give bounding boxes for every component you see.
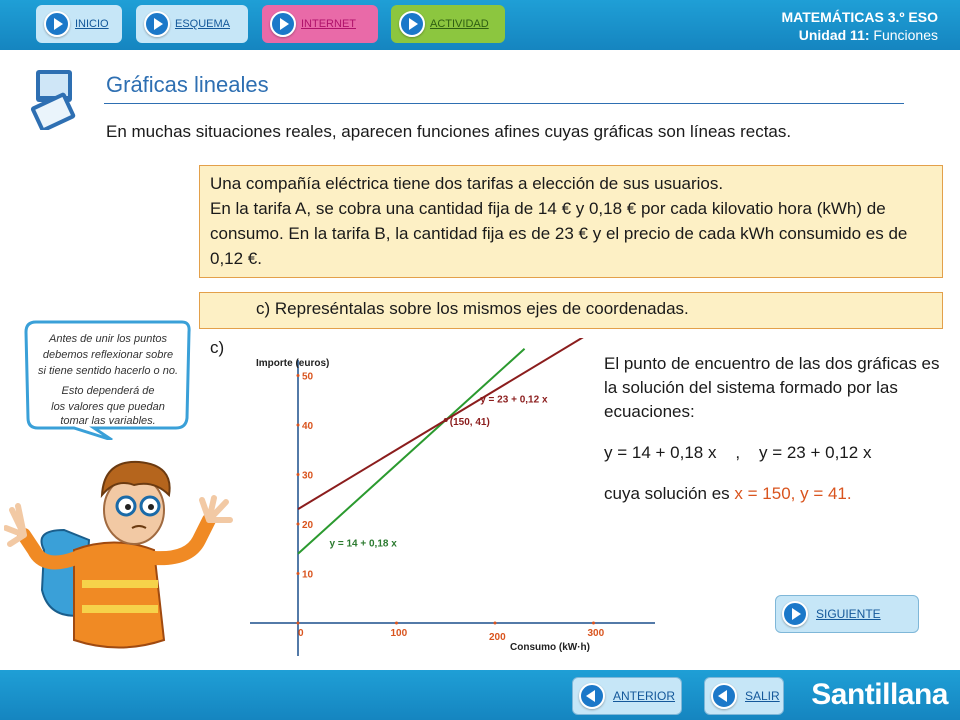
series-line-a bbox=[298, 349, 525, 554]
y-tick-label: 50 bbox=[302, 371, 314, 383]
play-icon bbox=[144, 11, 170, 37]
x-tick-label: 200 bbox=[489, 632, 506, 643]
y-tick-label: 30 bbox=[302, 470, 314, 482]
course-name: MATEMÁTICAS 3.º ESO bbox=[781, 9, 938, 25]
series-label-b: y = 23 + 0,12 x bbox=[480, 394, 548, 406]
y-tick-mark bbox=[297, 523, 300, 526]
title-divider bbox=[104, 103, 904, 104]
x-tick-label: 300 bbox=[587, 628, 605, 639]
x-tick-label: 0 bbox=[298, 628, 304, 639]
x-axis-title: Consumo (kW·h) bbox=[510, 642, 590, 653]
unit-number: Unidad 11: bbox=[798, 27, 870, 43]
x-tick-label: 100 bbox=[390, 628, 408, 639]
speech-bubble bbox=[22, 318, 192, 440]
siguiente-label: SIGUIENTE bbox=[816, 607, 881, 621]
x-tick-mark bbox=[592, 622, 595, 625]
nav-inicio-label: INICIO bbox=[75, 18, 109, 30]
bubble-line-3: si tiene sentido hacerlo o no. bbox=[37, 365, 179, 377]
bubble-line-1: Antes de unir los puntos bbox=[48, 333, 168, 345]
siguiente-button[interactable] bbox=[775, 595, 919, 633]
anterior-label: ANTERIOR bbox=[613, 689, 676, 703]
arrow-left-icon bbox=[711, 683, 737, 709]
bubble-line-2: debemos reflexionar sobre bbox=[42, 349, 174, 361]
nav-internet-button[interactable] bbox=[262, 5, 378, 43]
page-title: Gráficas lineales bbox=[106, 72, 269, 97]
y-tick-mark bbox=[297, 374, 300, 377]
bubble-line-4: Esto dependerá de bbox=[61, 385, 155, 397]
bubble-line-5: los valores que puedan bbox=[51, 401, 165, 413]
task-box bbox=[199, 292, 943, 329]
play-icon bbox=[44, 11, 70, 37]
solution-value: x = 150, y = 41. bbox=[734, 484, 852, 503]
solution-prefix: cuya solución es bbox=[604, 484, 735, 503]
problem-box bbox=[199, 165, 943, 278]
intro-text: En muchas situaciones reales, aparecen funciones afines cuyas gráficas son líneas rectas. bbox=[106, 122, 792, 141]
y-tick-mark bbox=[297, 572, 300, 575]
nav-actividad-button[interactable] bbox=[391, 5, 505, 43]
nav-internet-label: INTERNET bbox=[301, 18, 356, 30]
y-tick-label: 10 bbox=[302, 569, 314, 581]
arrow-left-icon bbox=[579, 683, 605, 709]
intersection-point bbox=[444, 418, 448, 422]
salir-button[interactable] bbox=[704, 677, 784, 715]
bubble-line-6: tomar las variables. bbox=[60, 415, 156, 427]
problem-line-1: Una compañía eléctrica tiene dos tarifas a elección de sus usuarios. bbox=[210, 174, 724, 193]
nav-inicio-button[interactable] bbox=[36, 5, 122, 43]
part-label: c) bbox=[210, 338, 225, 357]
series-line-b bbox=[298, 338, 584, 509]
course-brand bbox=[781, 8, 938, 44]
unit-name: Funciones bbox=[869, 27, 938, 43]
y-tick-label: 20 bbox=[302, 520, 314, 531]
x-tick-mark bbox=[395, 622, 398, 625]
nav-esquema-button[interactable] bbox=[136, 5, 248, 43]
nav-actividad-label: ACTIVIDAD bbox=[430, 18, 489, 30]
series-label-a: y = 14 + 0,18 x bbox=[329, 538, 397, 550]
x-tick-mark bbox=[494, 622, 497, 625]
equations-text: y = 14 + 0,18 x , y = 23 + 0,12 x bbox=[604, 443, 872, 462]
play-icon bbox=[270, 11, 296, 37]
chart bbox=[250, 338, 660, 660]
y-tick-mark bbox=[297, 424, 300, 427]
notebook-icon bbox=[30, 68, 78, 130]
y-tick-mark bbox=[297, 473, 300, 476]
play-icon bbox=[399, 11, 425, 37]
x-tick-mark bbox=[297, 622, 300, 625]
problem-line-2: En la tarifa A, se cobra una cantidad fija de 14 € y 0,18 € por cada kilovatio hora (kWh) de consumo. En la tarifa B, la cantidad fija es de 23 € y el precio de cada kWh consumido es de 0,12 €. bbox=[210, 199, 908, 268]
salir-label: SALIR bbox=[745, 689, 780, 703]
task-text: c) Represéntalas sobre los mismos ejes de coordenadas. bbox=[256, 299, 689, 318]
explanation-text: El punto de encuentro de las dos gráficas es la solución del sistema formado por las ecuaciones: bbox=[604, 354, 940, 421]
solution-text bbox=[604, 484, 852, 504]
anterior-button[interactable] bbox=[572, 677, 682, 715]
intersection-label: (150, 41) bbox=[449, 417, 490, 429]
y-tick-label: 40 bbox=[302, 421, 314, 432]
santillana-logo: Santillana bbox=[811, 678, 948, 711]
nav-esquema-label: ESQUEMA bbox=[175, 18, 231, 30]
arrow-right-icon bbox=[782, 601, 808, 627]
y-axis-title: Importe (euros) bbox=[256, 358, 330, 369]
student-character bbox=[4, 440, 234, 670]
